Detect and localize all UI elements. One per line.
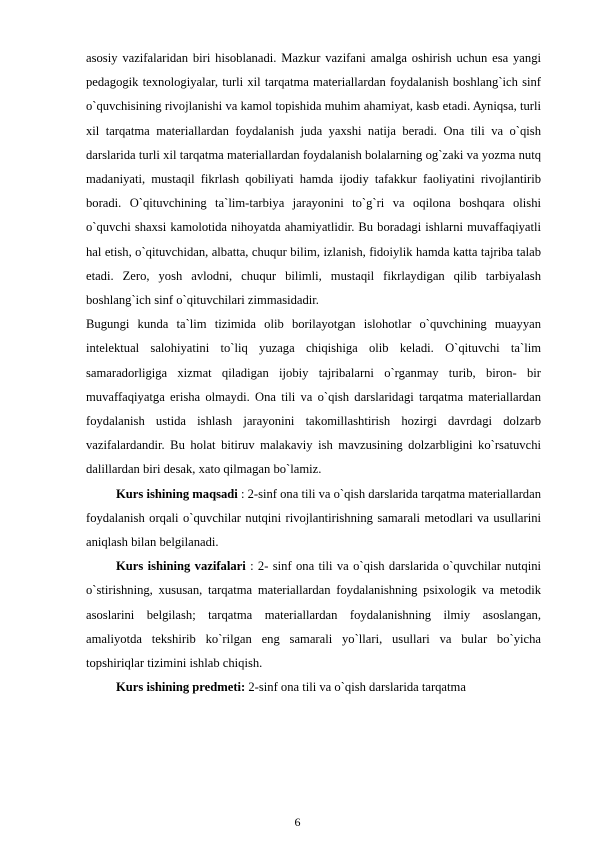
body-text (86, 46, 541, 699)
paragraph-intro: asosiy vazifalaridan biri hisoblanadi. Mazkur vazifani amalga oshirish uchun esa yangi pedagogik texnologiyalar, turli xil tarqatma materiallardan foydalanish boshlang`ich sinf o`quvchisining rivojlanishi va kamol topishida muhim ahamiyat, kasb etadi. Ayniqsa, turli xil tarqatma materiallardan foydalanish juda yaxshi natija beradi. Ona tili va o`qish darslarida turli xil tarqatma materiallardan foydalanish bolalarning og`zaki va yozma nutq madaniyati, mustaqil fikrlash qobiliyati hamda ijodiy tafakkur faoliyatini rivojlantirib boradi. O`qituvchining ta`lim-tarbiya jarayonini to`g`ri va oqilona boshqara olishi o`quvchi shaxsi kamolotida nihoyatda ahamiyatlidir. Bu boradagi ishlarni muvaffaqiyatli hal etish, o`qituvchidan, albatta, chuqur bilim, izlanish, fidoiylik hamda katta tajriba talab etadi. Zero, yosh avlodni, chuqur bilimli, mustaqil fikrlaydigan qilib tarbiyalash boshlang`ich sinf o`qituvchilari zimmasidadir. (86, 51, 541, 308)
paragraph-vazifalari (86, 554, 541, 675)
text-predmeti: 2-sinf ona tili va o`qish darslarida tarqatma (245, 680, 466, 695)
paragraph-maqsad (86, 482, 541, 555)
text-vazifalari: : 2- sinf ona tili va o`qish darslarida o`quvchilar nutqini o`stirishning, xususan, tarqatma materiallardan foydalanishning psixologik va metodik asoslarini belgilash; tarqatma materiallardan foydalanishning ilmiy asoslangan, amaliyotda tekshirib ko`rilgan eng samarali yo`llari, usullari va bular bo`yicha topshiriqlar tizimini ishlab chiqish. (86, 559, 541, 671)
text-maqsad: : 2-sinf ona tili va o`qish darslarida tarqatma materiallardan foydalanish orqali o`quvchilar nutqini rivojlantirishning samarali metodlari va usullarini aniqlash bilan belgilanadi. (86, 486, 541, 550)
paragraph-predmeti (86, 675, 541, 699)
label-vazifalari: Kurs ishining vazifalari (116, 559, 246, 574)
label-predmeti: Kurs ishining predmeti: (116, 680, 246, 695)
paragraph-bugungi: Bugungi kunda ta`lim tizimida olib borilayotgan islohotlar o`quvchining muayyan intelektual salohiyatini to`liq yuzaga chiqishiga olib keladi. O`qituvchi ta`lim samaradorligiga xizmat qiladigan ijobiy tajribalarni o`rganmay turib, biron- bir muvaffaqiyatga erisha olmaydi. Ona tili va o`qish darslaridagi tarqatma materiallardan foydalanish ustida ishlash jarayonini takomillashtirish hozirgi davrdagi dolzarb vazifalardandir. Bu holat bitiruv malakaviy ish mavzusining dolzarbligini ko`rsatuvchi dalillardan biri desak, xato qilmagan bo`lamiz. (86, 317, 541, 477)
page-number: 6 (294, 815, 301, 829)
label-maqsad: Kurs ishining maqsadi (116, 486, 238, 501)
